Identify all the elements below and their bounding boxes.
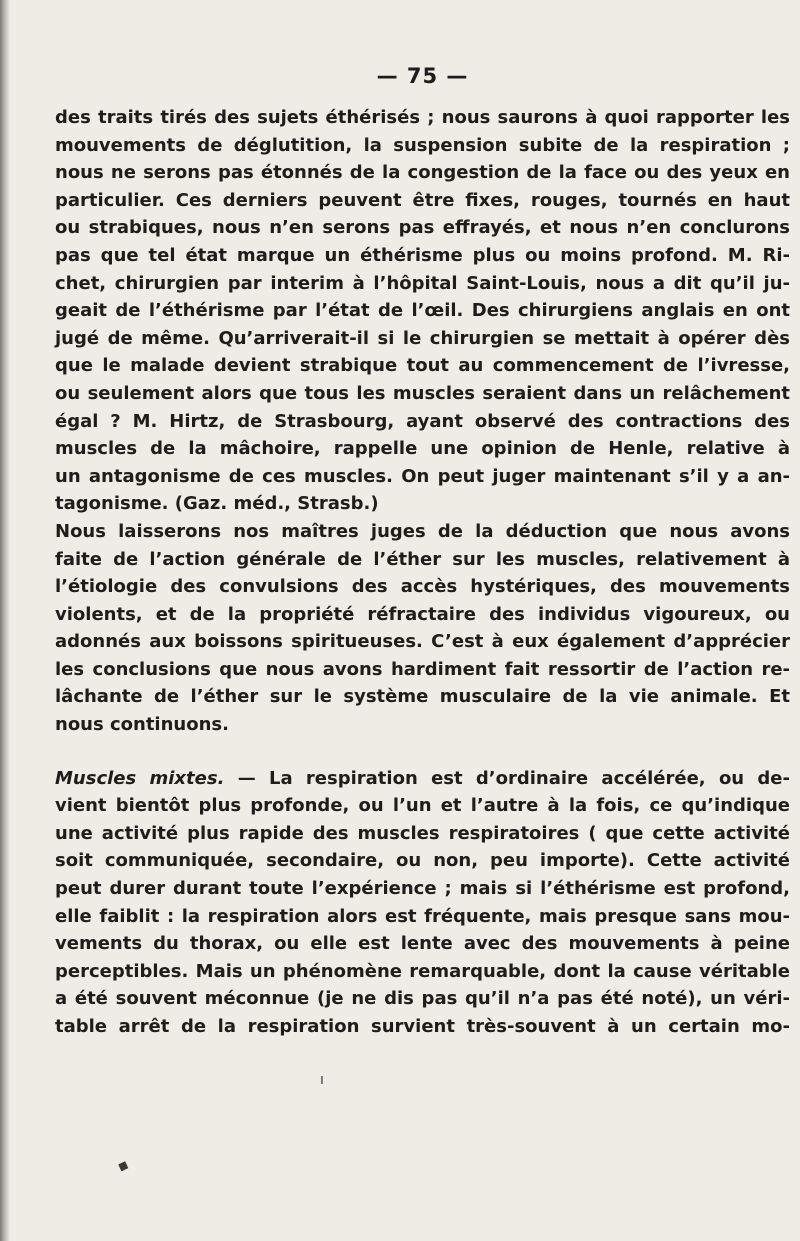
text-line: des traits tirés des sujets éthérisés ; nous saurons à quoi rapporter les	[55, 107, 790, 128]
text-line: ou strabiques, nous n’en serons pas effrayés, et nous n’en conclurons	[55, 217, 790, 239]
text-line: ou seulement alors que tous les muscles seraient dans un relâchement	[55, 382, 790, 404]
text-line: faite de l’action générale de l’éther sur les muscles, relativement à	[55, 548, 790, 570]
text-line: geait de l’éthérisme par l’état de l’œil. Des chirurgiens anglais en ont	[55, 300, 790, 322]
text-line: l’étiologie des convulsions des accès hystériques, des mouvements	[55, 576, 790, 598]
section-heading: Muscles mixtes.	[55, 767, 225, 789]
scan-speck: ı	[320, 1072, 324, 1088]
text-line: les conclusions que nous avons hardiment fait ressortir de l’action re-	[55, 658, 790, 680]
text-line: muscles de la mâchoire, rappelle une opinion de Henle, relative à	[55, 438, 790, 460]
text-line: que le malade devient strabique tout au commencement de l’ivresse,	[55, 355, 790, 377]
text-line: tagonisme. (Gaz. méd., Strasb.)	[55, 493, 379, 515]
paragraph-1	[55, 104, 790, 518]
text-line: égal ? M. Hirtz, de Strasbourg, ayant observé des contractions des	[55, 410, 790, 432]
text-line: mouvements de déglutition, la suspension subite de la respiration ;	[55, 134, 790, 156]
text-line: elle faiblit : la respiration alors est fréquente, mais presque sans mou-	[55, 905, 790, 927]
body-text	[55, 104, 790, 1041]
paragraph-3	[55, 765, 790, 1041]
text-line: jugé de même. Qu’arriverait-il si le chirurgien se mettait à opérer dès	[55, 327, 790, 349]
text-fragment: — La respiration est d’ordinaire accélérée, ou de-	[224, 767, 790, 789]
text-line: un antagonisme de ces muscles. On peut juger maintenant s’il y a an-	[55, 465, 790, 487]
text-line: nous continuons.	[55, 714, 229, 736]
text-line: particulier. Ces derniers peuvent être fixes, rouges, tournés en haut	[55, 189, 790, 211]
text-line: a été souvent méconnue (je ne dis pas qu’il n’a pas été noté), un véri-	[55, 988, 790, 1010]
text-line: lâchante de l’éther sur le système musculaire de la vie animale. Et	[55, 686, 790, 708]
text-line: violents, et de la propriété réfractaire des individus vigoureux, ou	[55, 603, 790, 625]
page-number: — 75 —	[376, 64, 469, 88]
text-line: chet, chirurgien par interim à l’hôpital Saint-Louis, nous a dit qu’il ju-	[55, 272, 790, 294]
text-line: soit communiquée, secondaire, ou non, peu importe). Cette activité	[55, 850, 790, 872]
text-line: peut durer durant toute l’expérience ; mais si l’éthérisme est profond,	[55, 878, 790, 900]
text-line: perceptibles. Mais un phénomène remarquable, dont la cause véritable	[55, 960, 790, 982]
text-line: Nous laisserons nos maîtres juges de la déduction que nous avons	[55, 520, 790, 542]
text-line: table arrêt de la respiration survient très-souvent à un certain mo-	[55, 1016, 790, 1037]
text-line: vements du thorax, ou elle est lente avec des mouvements à peine	[55, 933, 790, 955]
text-line: une activité plus rapide des muscles respiratoires ( que cette activité	[55, 822, 790, 844]
paragraph-gap	[55, 739, 790, 765]
paragraph-2	[55, 518, 790, 739]
text-line: adonnés aux boissons spiritueuses. C’est à eux également d’apprécier	[55, 631, 790, 653]
book-page	[55, 0, 790, 1241]
scan-speck: ◆	[115, 1156, 132, 1176]
text-line	[55, 765, 790, 793]
text-line: pas que tel état marque un éthérisme plus ou moins profond. M. Ri-	[55, 244, 790, 266]
text-line: vient bientôt plus profonde, ou l’un et l’autre à la fois, ce qu’indique	[55, 795, 790, 817]
text-line: nous ne serons pas étonnés de la congestion de la face ou des yeux en	[55, 162, 790, 184]
page-edge-shadow	[0, 0, 10, 1241]
